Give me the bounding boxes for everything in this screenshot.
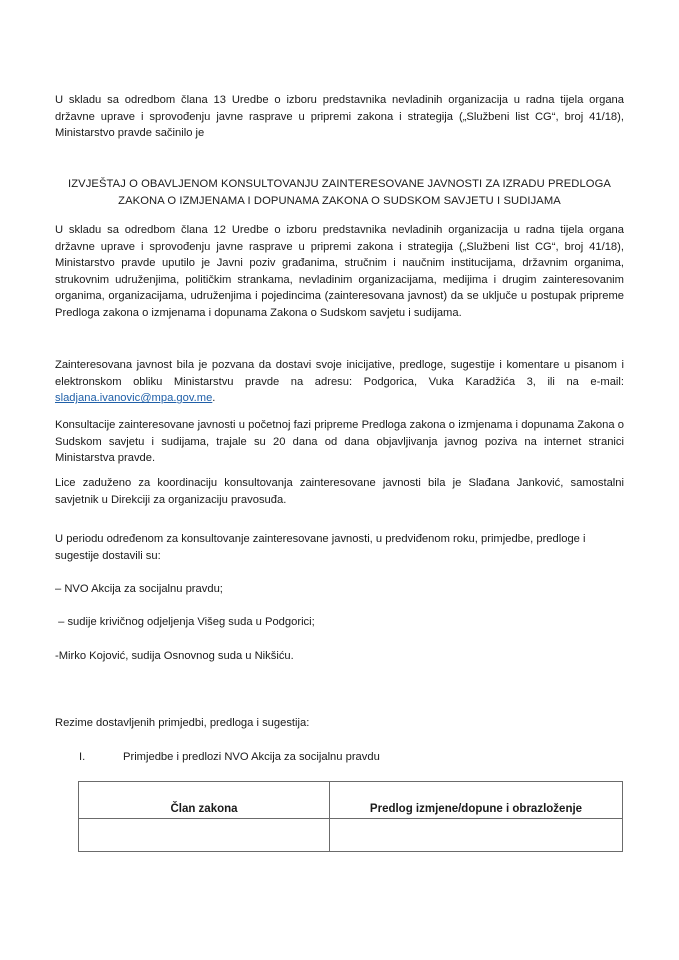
paragraph-submission-text: Zainteresovana javnost bila je pozvana da dostavi svoje inicijative, predloge, sugestije i komentare u pisanom i elektronskom obliku Ministarstvu pravde na adresu: Podgorica, Vuka Karadžića 3, ili na e-mail: bbox=[55, 359, 624, 388]
section-heading bbox=[79, 749, 380, 765]
paragraph-coordinator: Lice zaduženo za koordinaciju konsultovanja zainteresovane javnosti bila je Slađana Janković, samostalni savjetnik u Direkciji za organizaciju pravosuđa. bbox=[55, 477, 624, 506]
submitter-item: – NVO Akcija za socijalnu pravdu; bbox=[55, 583, 223, 595]
table-row bbox=[79, 819, 623, 852]
remarks-table bbox=[78, 781, 623, 852]
section-number: I. bbox=[79, 751, 86, 763]
email-link[interactable]: sladjana.ivanovic@mpa.gov.me bbox=[55, 392, 213, 405]
report-title-line-2: ZAKONA O IZMJENAMA I DOPUNAMA ZAKONA O SUDSKOM SAVJETU I SUDIJAMA bbox=[118, 195, 561, 207]
table-header-row bbox=[79, 782, 623, 819]
table-cell-article bbox=[79, 819, 330, 852]
submitter-item: -Mirko Kojović, sudija Osnovnog suda u Nikšiću. bbox=[55, 650, 294, 662]
report-title bbox=[55, 176, 624, 210]
report-title-line-1: IZVJEŠTAJ O OBAVLJENOM KONSULTOVANJU ZAINTERESOVANE JAVNOSTI ZA IZRADU PREDLOGA bbox=[68, 178, 611, 190]
intro-paragraph: U skladu sa odredbom člana 13 Uredbe o izboru predstavnika nevladinih organizacija u radna tijela organa državne uprave i sprovođenju javne rasprave u pripremi zakona i strategija („Službeni list CG“, broj 41/18), Ministarstvo pravde sačinilo je bbox=[55, 94, 624, 140]
paragraph-submission-info bbox=[55, 357, 624, 407]
paragraph-public-call: U skladu sa odredbom člana 12 Uredbe o izboru predstavnika nevladinih organizacija u radna tijela organa državne uprave i sprovođenju javne rasprave u pripremi zakona i strategija („Službeni list CG“, broj 41/18), Ministarstvo pravde uputilo je Javni poziv građanima, stručnim i naučnim institucijama, državnim organima, strukovnim udruženjima, političkim strankama, nevladinim organizacijama, medijima i drugim zainteresovanim organima, organizacijama, udruženjima i pojedincima (zainteresovana javnost) da se uključe u postupak pripreme Predloga zakona o izmjenama i dopunama Zakona o Sudskom savjetu i sudijama. bbox=[55, 224, 624, 319]
table-cell-proposal bbox=[330, 819, 623, 852]
paragraph-consultation-duration: Konsultacije zainteresovane javnosti u početnoj fazi pripreme Predloga zakona o izmjenama i dopunama Zakona o Sudskom savjetu i sudijama, trajale su 20 dana od dana objavljivanja javnog poziva na internet stranici Ministarstva pravde. bbox=[55, 419, 624, 465]
section-title: Primjedbe i predlozi NVO Akcija za socijalnu pravdu bbox=[123, 751, 380, 763]
submitter-item: – sudije krivičnog odjeljenja Višeg suda u Podgorici; bbox=[55, 616, 315, 628]
column-header-article: Član zakona bbox=[79, 782, 330, 819]
column-header-proposal: Predlog izmjene/dopune i obrazloženje bbox=[330, 782, 623, 819]
paragraph-submitters-intro: U periodu određenom za konsultovanje zainteresovane javnosti, u predviđenom roku, primjedbe, predloge i sugestije dostavili su: bbox=[55, 533, 586, 562]
summary-heading: Rezime dostavljenih primjedbi, predloga i sugestija: bbox=[55, 717, 310, 729]
paragraph-submission-end: . bbox=[212, 392, 216, 405]
